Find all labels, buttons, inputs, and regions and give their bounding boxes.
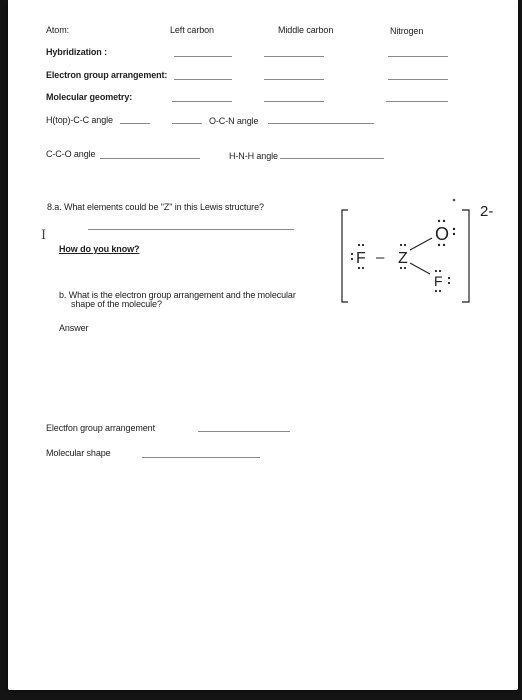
bond-f-z: –	[376, 249, 385, 266]
bond-z-f	[410, 263, 430, 274]
angle-h-c-c-blank[interactable]	[120, 123, 150, 124]
question-8a-answer-blank[interactable]	[88, 229, 294, 230]
how-do-you-know-label: How do you know?	[59, 244, 140, 254]
molecular-geometry-middle-blank[interactable]	[264, 101, 324, 102]
angle-h-n-h-label: H-N-H angle	[229, 151, 278, 161]
electron-group-arrangement-label: Electfon group arrangement	[46, 423, 155, 433]
bond-z-o	[410, 238, 432, 250]
angle-c-c-o-label: C-C-O angle	[46, 149, 96, 159]
angle-h-c-c-blank-2[interactable]	[172, 123, 202, 124]
molecular-geometry-label: Molecular geometry:	[46, 92, 133, 102]
molecular-shape-blank[interactable]	[142, 457, 260, 458]
stray-mark	[453, 199, 456, 202]
atom-f-left: F	[356, 250, 366, 267]
text-cursor-icon: I	[41, 228, 47, 243]
question-8b-prompt-line2: shape of the molecule?	[71, 299, 162, 309]
hybridization-left-blank[interactable]	[174, 56, 232, 57]
electron-group-nitrogen-blank[interactable]	[388, 79, 448, 80]
electron-group-middle-blank[interactable]	[264, 79, 324, 80]
question-8a-prompt: 8.a. What elements could be "Z" in this Lewis structure?	[47, 202, 264, 212]
angle-o-c-n-blank[interactable]	[268, 123, 374, 124]
hybridization-label: Hybridization :	[46, 47, 107, 57]
angle-o-c-n-label: O-C-N angle	[209, 116, 259, 126]
hybridization-nitrogen-blank[interactable]	[388, 56, 448, 57]
molecular-shape-label: Molecular shape	[46, 448, 111, 458]
molecular-geometry-left-blank[interactable]	[172, 101, 232, 102]
col-middle-carbon: Middle carbon	[278, 25, 334, 35]
worksheet-page	[8, 0, 518, 690]
lewis-structure-svg	[338, 198, 518, 310]
molecular-geometry-nitrogen-blank[interactable]	[386, 101, 448, 102]
hybridization-middle-blank[interactable]	[264, 56, 324, 57]
electron-group-arrangement-blank[interactable]	[198, 431, 290, 432]
col-nitrogen: Nitrogen	[390, 26, 424, 36]
angle-h-c-c-label: H(top)-C-C angle	[46, 115, 113, 125]
charge-label: 2-	[480, 203, 494, 220]
lewis-structure	[338, 198, 518, 315]
electron-group-label: Electron group arrangement:	[46, 70, 168, 80]
atom-f-bottom: F	[434, 273, 443, 289]
answer-label: Answer	[59, 323, 89, 333]
angle-c-c-o-blank[interactable]	[100, 158, 200, 159]
atom-z: Z	[398, 250, 408, 267]
atom-label: Atom:	[46, 25, 70, 35]
electron-group-left-blank[interactable]	[174, 79, 232, 80]
question-8b-prompt-line1: b. What is the electron group arrangement and the molecular	[59, 290, 296, 300]
col-left-carbon: Left carbon	[170, 25, 214, 35]
left-bracket	[342, 210, 348, 302]
angle-h-n-h-blank[interactable]	[280, 158, 384, 159]
right-bracket	[462, 210, 469, 302]
atom-o: O	[435, 224, 450, 244]
